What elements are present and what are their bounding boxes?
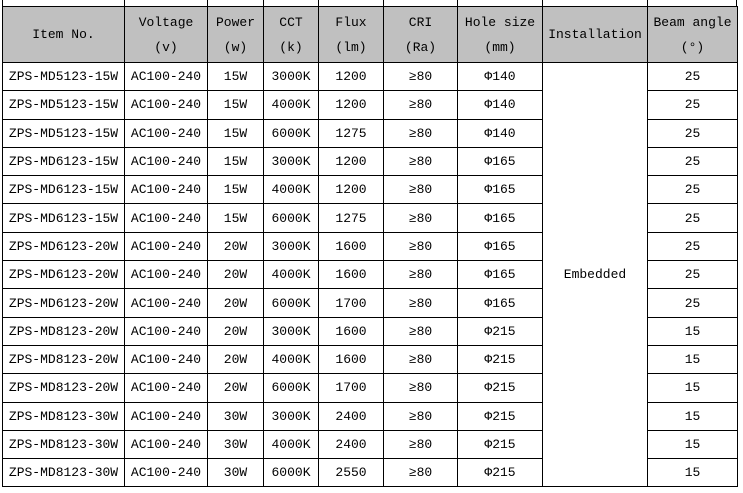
cell-hole-size: Φ165 <box>458 176 543 204</box>
cell-cri: ≥80 <box>384 63 458 91</box>
cell-voltage: AC100-240 <box>125 147 208 175</box>
cell-power: 20W <box>208 261 264 289</box>
cell-cct: 4000K <box>264 176 319 204</box>
header-label: Power <box>215 14 255 30</box>
cell-cri: ≥80 <box>384 176 458 204</box>
cell-power: 20W <box>208 232 264 260</box>
cell-cct: 6000K <box>264 459 319 487</box>
cell-power: 15W <box>208 91 264 119</box>
spec-table-body <box>3 63 738 487</box>
cell-cct: 4000K <box>264 261 319 289</box>
cell-beam-angle: 25 <box>648 119 738 147</box>
cell-beam-angle: 25 <box>648 147 738 175</box>
cell-cct: 6000K <box>264 289 319 317</box>
cell-item-no: ZPS-MD8123-30W <box>3 430 125 458</box>
cell-flux: 1275 <box>319 119 384 147</box>
cell-flux: 1600 <box>319 345 384 373</box>
cell-item-no: ZPS-MD6123-15W <box>3 176 125 204</box>
cell-power: 15W <box>208 63 264 91</box>
cell-power: 30W <box>208 430 264 458</box>
cell-voltage: AC100-240 <box>125 261 208 289</box>
cell-cri: ≥80 <box>384 402 458 430</box>
header-voltage <box>125 7 208 63</box>
cell-flux: 1200 <box>319 147 384 175</box>
cell-beam-angle: 25 <box>648 261 738 289</box>
cell-flux: 1200 <box>319 91 384 119</box>
cell-cri: ≥80 <box>384 289 458 317</box>
header-hole-size <box>458 7 543 63</box>
cell-beam-angle: 25 <box>648 63 738 91</box>
cell-hole-size: Φ165 <box>458 289 543 317</box>
cell-flux: 1275 <box>319 204 384 232</box>
cell-cri: ≥80 <box>384 374 458 402</box>
cell-flux: 1600 <box>319 317 384 345</box>
cell-item-no: ZPS-MD8123-30W <box>3 459 125 487</box>
cell-voltage: AC100-240 <box>125 232 208 260</box>
header-label: CRI <box>408 14 433 30</box>
header-unit: (°) <box>680 39 705 55</box>
cell-hole-size: Φ165 <box>458 147 543 175</box>
cell-power: 20W <box>208 317 264 345</box>
header-unit: (lm) <box>335 39 367 55</box>
header-cri <box>384 7 458 63</box>
header-item-no <box>3 7 125 63</box>
cell-cct: 4000K <box>264 91 319 119</box>
header-label: Beam angle <box>653 14 732 30</box>
header-label: Flux <box>335 14 367 30</box>
header-unit: (v) <box>154 39 178 55</box>
cell-beam-angle: 15 <box>648 430 738 458</box>
header-unit: (k) <box>279 39 303 55</box>
cell-flux: 2400 <box>319 430 384 458</box>
cell-hole-size: Φ165 <box>458 261 543 289</box>
cell-item-no: ZPS-MD6123-20W <box>3 289 125 317</box>
cell-cri: ≥80 <box>384 147 458 175</box>
header-label: Voltage <box>138 14 194 30</box>
cell-voltage: AC100-240 <box>125 204 208 232</box>
header-cct <box>264 7 319 63</box>
cell-beam-angle: 15 <box>648 374 738 402</box>
cell-cri: ≥80 <box>384 261 458 289</box>
cell-item-no: ZPS-MD8123-30W <box>3 402 125 430</box>
cell-voltage: AC100-240 <box>125 374 208 402</box>
cell-item-no: ZPS-MD8123-20W <box>3 374 125 402</box>
cell-cct: 6000K <box>264 119 319 147</box>
cell-voltage: AC100-240 <box>125 63 208 91</box>
header-installation <box>543 7 648 63</box>
cell-item-no: ZPS-MD6123-20W <box>3 232 125 260</box>
cell-power: 20W <box>208 374 264 402</box>
table-row <box>3 63 738 91</box>
cell-cri: ≥80 <box>384 430 458 458</box>
cell-cri: ≥80 <box>384 119 458 147</box>
cell-power: 15W <box>208 147 264 175</box>
cell-voltage: AC100-240 <box>125 176 208 204</box>
cell-cct: 3000K <box>264 232 319 260</box>
cell-beam-angle: 15 <box>648 402 738 430</box>
spec-table-header <box>3 7 738 63</box>
cell-flux: 1200 <box>319 176 384 204</box>
cell-hole-size: Φ215 <box>458 317 543 345</box>
cell-hole-size: Φ215 <box>458 402 543 430</box>
cell-cct: 3000K <box>264 147 319 175</box>
cell-power: 30W <box>208 459 264 487</box>
cell-voltage: AC100-240 <box>125 345 208 373</box>
cell-beam-angle: 25 <box>648 289 738 317</box>
header-label: Item No. <box>32 27 95 42</box>
cell-cct: 4000K <box>264 345 319 373</box>
cell-item-no: ZPS-MD5123-15W <box>3 119 125 147</box>
cell-cct: 6000K <box>264 204 319 232</box>
cell-voltage: AC100-240 <box>125 119 208 147</box>
cell-cri: ≥80 <box>384 459 458 487</box>
cell-voltage: AC100-240 <box>125 91 208 119</box>
cell-hole-size: Φ165 <box>458 204 543 232</box>
header-row <box>3 7 738 63</box>
cell-item-no: ZPS-MD5123-15W <box>3 91 125 119</box>
cell-cri: ≥80 <box>384 204 458 232</box>
cell-beam-angle: 25 <box>648 91 738 119</box>
cell-power: 20W <box>208 345 264 373</box>
cell-voltage: AC100-240 <box>125 402 208 430</box>
cell-item-no: ZPS-MD6123-15W <box>3 147 125 175</box>
cell-item-no: ZPS-MD8123-20W <box>3 317 125 345</box>
cell-hole-size: Φ140 <box>458 119 543 147</box>
cell-cri: ≥80 <box>384 345 458 373</box>
cell-beam-angle: 15 <box>648 317 738 345</box>
cell-power: 20W <box>208 289 264 317</box>
cell-power: 15W <box>208 176 264 204</box>
cell-hole-size: Φ215 <box>458 374 543 402</box>
cell-voltage: AC100-240 <box>125 430 208 458</box>
cell-beam-angle: 25 <box>648 232 738 260</box>
cell-cct: 3000K <box>264 402 319 430</box>
cell-hole-size: Φ165 <box>458 232 543 260</box>
cell-voltage: AC100-240 <box>125 317 208 345</box>
cell-flux: 1600 <box>319 232 384 260</box>
cell-voltage: AC100-240 <box>125 289 208 317</box>
cell-beam-angle: 25 <box>648 204 738 232</box>
cell-item-no: ZPS-MD6123-20W <box>3 261 125 289</box>
header-beam-angle <box>648 7 738 63</box>
header-unit: (Ra) <box>404 39 437 55</box>
cell-beam-angle: 15 <box>648 345 738 373</box>
cell-power: 30W <box>208 402 264 430</box>
cell-voltage: AC100-240 <box>125 459 208 487</box>
cell-beam-angle: 25 <box>648 176 738 204</box>
header-unit: (w) <box>223 39 248 55</box>
cell-cri: ≥80 <box>384 317 458 345</box>
cell-hole-size: Φ140 <box>458 91 543 119</box>
header-label: CCT <box>279 14 303 30</box>
header-label: Hole size <box>464 14 536 30</box>
cell-power: 15W <box>208 204 264 232</box>
cell-flux: 2400 <box>319 402 384 430</box>
header-unit: (mm) <box>484 39 516 55</box>
cell-hole-size: Φ140 <box>458 63 543 91</box>
cell-flux: 2550 <box>319 459 384 487</box>
cell-beam-angle: 15 <box>648 459 738 487</box>
header-flux <box>319 7 384 63</box>
cell-flux: 1700 <box>319 289 384 317</box>
cell-power: 15W <box>208 119 264 147</box>
cell-cct: 3000K <box>264 63 319 91</box>
cell-cct: 4000K <box>264 430 319 458</box>
cell-cri: ≥80 <box>384 91 458 119</box>
header-power <box>208 7 264 63</box>
cell-cct: 3000K <box>264 317 319 345</box>
cell-flux: 1600 <box>319 261 384 289</box>
cell-item-no: ZPS-MD5123-15W <box>3 63 125 91</box>
cell-cri: ≥80 <box>384 232 458 260</box>
cell-hole-size: Φ215 <box>458 459 543 487</box>
spec-table <box>2 6 738 487</box>
cell-installation: Embedded <box>543 63 648 487</box>
cell-flux: 1700 <box>319 374 384 402</box>
header-label: Installation <box>548 27 642 42</box>
cell-cct: 6000K <box>264 374 319 402</box>
cell-hole-size: Φ215 <box>458 430 543 458</box>
cell-item-no: ZPS-MD6123-15W <box>3 204 125 232</box>
cell-hole-size: Φ215 <box>458 345 543 373</box>
cell-item-no: ZPS-MD8123-20W <box>3 345 125 373</box>
cell-flux: 1200 <box>319 63 384 91</box>
